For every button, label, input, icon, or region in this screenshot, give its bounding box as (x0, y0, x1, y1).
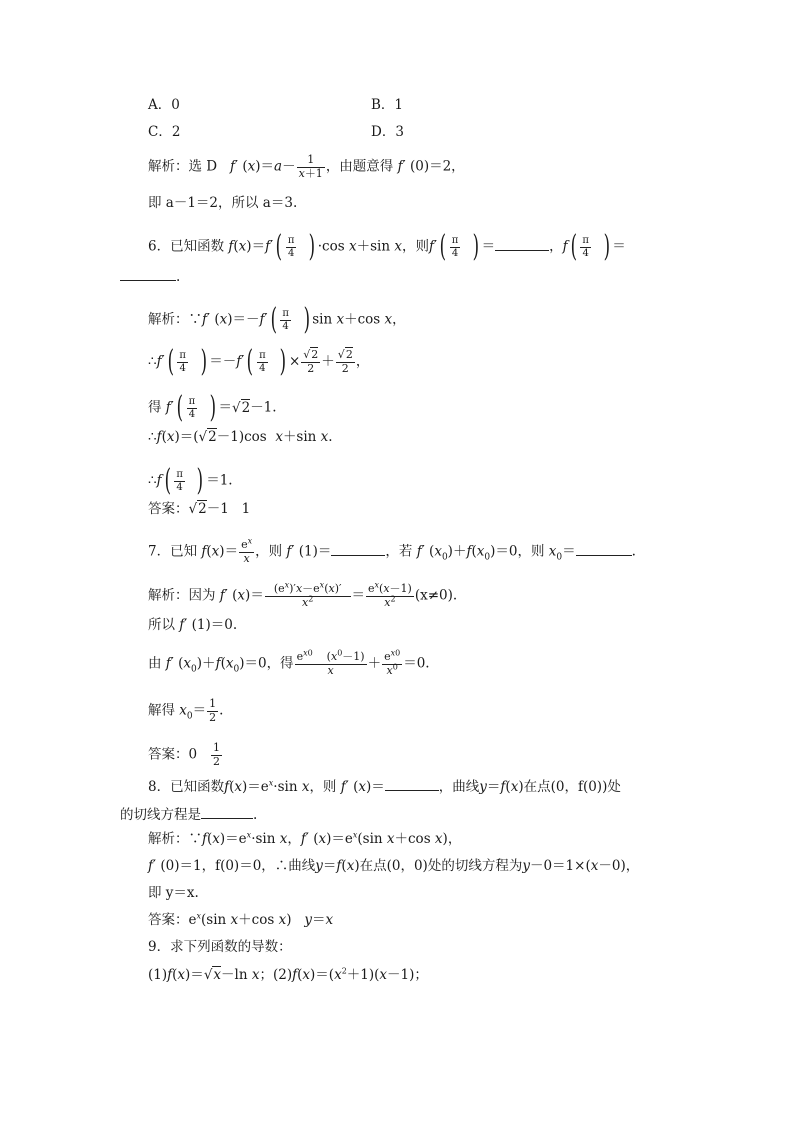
q8-line3c: 在点(0，0)处的切线方程为 (359, 858, 523, 874)
q7-question: 7．已知 f(x)＝ $\frac{e^x}{x}$ ，则 f′ (1)＝ ，若 f′ $(x_0)+f(x_0)=0$，则 $x_0=$ . (148, 536, 636, 565)
option-c: C．2 (148, 124, 181, 140)
q6-get: 得 (148, 399, 162, 416)
analysis-label: 解析： (148, 831, 189, 847)
q6-question: 6．已知函数 f(x)＝f′( $\frac{\pi}{4}$ ) ·cos x＋sin x，则f′( $\frac{\pi}{4}$ ) ＝ ，f( $\frac{\pi}{4}$ ) ＝ (148, 229, 626, 264)
q9-part1-label: (1) (148, 967, 168, 983)
q8-line3b: (0)＝1，f(0)＝0，∴曲线 (160, 858, 316, 874)
q9-title-text: 求下列函数的导数： (170, 939, 292, 955)
question-number: 7． (148, 543, 171, 560)
q8-answer: 答案：$e^x(\sin$ x＋cos x) y＝x (148, 911, 334, 928)
answer-blank[interactable] (201, 806, 253, 819)
q7-from: 由 (148, 655, 162, 672)
q8-line2: 的切线方程是 (120, 807, 201, 823)
q8-question-line1: 8．已知函数$f(x)=e^x\cdot\sin$ x，则 f′ (x)＝ ，曲线y＝f(x)在点(0，f(0))处 (148, 778, 621, 795)
q6-analysis-line1: 解析：∵f′ (x)＝－f′( $\frac{\pi}{4}$ ) sin x＋cos x， (148, 302, 406, 337)
q7-known: 已知 (170, 543, 198, 560)
option-a: A．0 (148, 97, 180, 113)
q5-condition-result: (0)＝2， (409, 158, 465, 175)
q7-get: ，得 (266, 655, 294, 672)
answer-label: 答案：0 (148, 746, 198, 763)
answer-blank[interactable] (576, 543, 632, 556)
q8-question-line2: 的切线方程是 . (120, 807, 258, 823)
answer-blank[interactable] (331, 543, 385, 556)
option-d: D．3 (371, 124, 404, 140)
fraction: $\frac{1}{x+1}$ (298, 153, 323, 180)
q6-then: ，则 (401, 238, 429, 255)
analysis-label: 解析： (148, 311, 189, 328)
q9-parts: (1)f(x)＝√x－ln x；$(2)f(x)=(x^2+1)(x-1)$； (148, 966, 428, 983)
option-b: B．1 (371, 97, 404, 113)
q9-part2-label: ；(2) (259, 967, 293, 983)
q6-answer-b: 1 (241, 501, 251, 517)
q7-analysis-line3: 由 f′ $(x_0)+f(x_0)=0$，得 $\frac{e^{x0} (x^0-1)}{x}$ ＋ $\frac{e^{x0}}{x^0}$ ＝0. (148, 648, 430, 677)
q5-conclusion: 即 a－1＝2，所以 a＝3. (148, 195, 298, 211)
q6-analysis-line2: ∴f′( $\frac{\pi}{4}$ ) ＝－f′( $\frac{\pi}{4}$ ) × $\frac{√2}{2}$ ＋ $\frac{√2}{2}$ ， (148, 344, 370, 379)
q6-known: 已知函数 (170, 238, 225, 255)
answer-blank[interactable] (495, 238, 549, 251)
question-number: 8． (148, 779, 171, 795)
q5-condition-text: ，由题意得 (325, 158, 394, 175)
q8-line1: 已知函数 (170, 779, 225, 795)
q7-analysis-line4: 解得 $x_0=$ $\frac{1}{2}$ . (148, 697, 224, 724)
q8-analysis-line2: f′ (0)＝1，f(0)＝0，∴曲线y＝f(x)在点(0，0)处的切线方程为y－0＝1×(x－0)， (148, 858, 640, 874)
question-number: 9． (148, 939, 171, 955)
answer-blank[interactable] (120, 268, 176, 281)
q6-answer: 答案：√2－1 1 (148, 501, 251, 517)
q6-answer-a: －1 (206, 501, 229, 517)
q8-at-point: 在点(0，f(0))处 (523, 779, 621, 795)
q7-solve: 解得 (148, 702, 175, 719)
answer-label: 答案： (148, 912, 189, 928)
q7-then: ，则 (255, 543, 283, 560)
q6-analysis-line4: ∴f(x)＝(√2－1)cos x＋sin x. (148, 429, 333, 445)
q7-so: 所以 (148, 617, 175, 633)
q7-if: ，若 (385, 543, 413, 560)
q6-analysis-line5: ∴f( $\frac{\pi}{4}$ ) ＝1. (148, 463, 233, 498)
analysis-label: 解析：因为 (148, 587, 216, 604)
q5-analysis: 解析：选 D f′ (x)＝a－ $\frac{1}{x+1}$ ，由题意得 f′ (0)＝2， (148, 153, 465, 180)
q9-title (148, 941, 292, 955)
q6-blank-line: . (120, 268, 180, 285)
question-number: 6． (148, 238, 171, 255)
answer-blank[interactable] (385, 778, 439, 791)
q7-analysis-line1: 解析：因为 f′ (x)＝ $\frac{(e^x)'x-e^x(x)'}{x^2}$ ＝ $\frac{e^x(x-1)}{x^2}$ (x≠0). (148, 580, 458, 609)
q7-answer: 答案：0 $\frac{1}{2}$ (148, 741, 220, 768)
q8-curve: ，曲线 (438, 779, 480, 795)
q8-analysis-line1: 解析：$\because f(x)=e^x\cdot\sin$ x，f′ $(x)=e^x(\sin$ x＋cos x)， (148, 830, 462, 847)
answer-label: 答案： (148, 501, 189, 517)
q7-analysis-line2: 所以 f′ (1)＝0. (148, 617, 238, 633)
q7-condition: (x≠0). (414, 587, 458, 604)
q7-then2: ，则 (517, 543, 545, 560)
q6-analysis-line3: 得 f′( $\frac{\pi}{4}$ ) ＝√2－1. (148, 390, 277, 425)
q8-analysis-line3: 即 y＝x. (148, 885, 199, 901)
q5-analysis-label: 解析：选 D (148, 158, 218, 175)
